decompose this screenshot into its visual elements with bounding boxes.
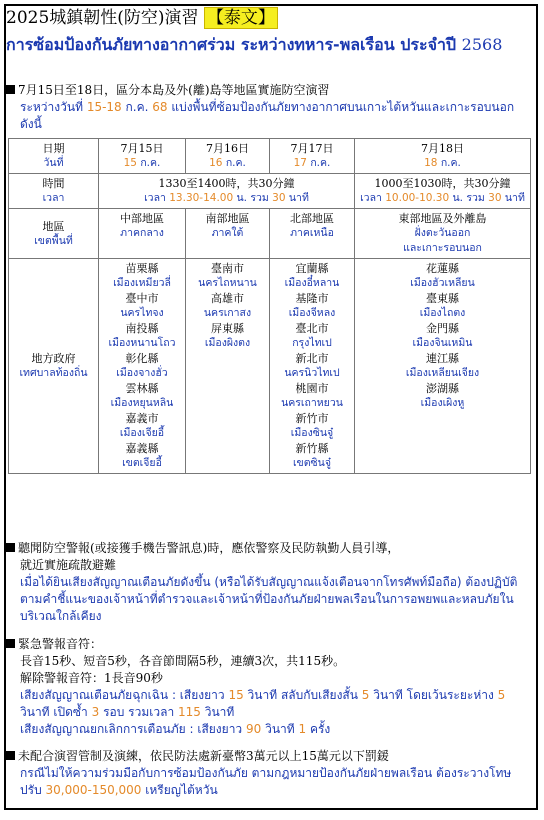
county-name: 高雄市 [211, 292, 244, 305]
penalty-chinese: 未配合演習管制及演練，依民防法處新臺幣3萬元以上15萬元以下罰鍰 [18, 749, 389, 763]
evacuation-thai: เมื่อได้ยินเสียงสัญญาณเตือนภัยดังขึ้น (หรือได้รับสัญญาณแจ้งเตือนจากโทรศัพท์มือถือ) ต้องปฏิบัติตามคำชี้แนะของเจ้าหน้าที่ตำรวจและเจ้าหน้าที่ป้องกันภัยฝ่ายพลเรือนในการอพยพและหลบภัยในบริเวณใกล้เคียง [20, 575, 518, 623]
county-name-thai: เมืองเหมียวลี่ [113, 277, 171, 289]
county-name-thai: เมืองจินเหมิน [412, 337, 473, 349]
section-alarm [6, 636, 532, 738]
date-cell: 7月16日 16 ก.ค. [186, 139, 270, 174]
counties-north-cell [270, 259, 355, 474]
bullet-square-icon [6, 543, 15, 552]
county-name: 新北市 [295, 352, 329, 365]
intro-block [6, 82, 532, 133]
county-name-thai: เมืองหนานโถว [108, 337, 176, 349]
bullet-square-icon [6, 639, 15, 648]
section-evacuation [6, 540, 532, 625]
county-name: 桃園市 [295, 382, 329, 395]
county-name: 基隆市 [295, 292, 329, 305]
county-name: 花蓮縣 [426, 262, 459, 275]
alarm-thai-release: เสียงสัญญาณยกเลิกการเตือนภัย : เสียงยาว 90 วินาที 1 ครั้ง [20, 722, 331, 736]
table-row-government [9, 259, 531, 474]
date-cell: 7月15日 15 ก.ค. [99, 139, 186, 174]
bullet-square-icon [6, 85, 15, 94]
title-year: 2568 [461, 35, 503, 54]
county-name: 臺南市 [211, 262, 244, 275]
evacuation-chinese: 聽聞防空警報(或接獲手機告警訊息)時，應依警察及民防執勤人員引導， [18, 541, 400, 555]
county-name: 新竹市 [295, 412, 329, 425]
time-label-cell: 時間 เวลา [9, 174, 99, 209]
county-name-thai: เมืองจีหลง [288, 307, 336, 319]
page-title [6, 8, 278, 28]
county-name-thai: เมืองจางฮั่ว [116, 367, 168, 379]
intro-chinese: 7月15日至18日，區分本島及外(離)島等地區實施防空演習 [18, 83, 330, 97]
date-cell: 7月17日 17 ก.ค. [270, 139, 355, 174]
county-name-thai: เมืองเหลียนเจียง [405, 367, 480, 379]
county-name-thai: กรุงไทเป [292, 337, 332, 349]
county-name-thai: เมืองซินจู๋ [290, 427, 334, 439]
county-name: 宜蘭縣 [295, 262, 329, 275]
county-name-thai: เขตเจียอี้ [122, 457, 162, 469]
title-thai: การซ้อมป้องกันภัยทางอากาศร่วม ระหว่างทหาร-พลเรือน ประจำปี [6, 35, 457, 54]
counties-east-cell [355, 259, 531, 474]
county-name: 彰化縣 [125, 352, 159, 365]
county-name-thai: นครไทจง [120, 307, 164, 319]
bullet-square-icon [6, 751, 15, 760]
county-name: 臺東縣 [426, 292, 459, 305]
county-name-thai: เมืองผิงตง [204, 337, 251, 349]
county-name: 嘉義縣 [125, 442, 159, 455]
area-cell: 東部地區及外離島 ฝั่งตะวันออก และเกาะรอบนอก [355, 209, 531, 259]
area-cell: 南部地區 ภาคใต้ [186, 209, 270, 259]
county-name-thai: เมืองไถตง [419, 307, 466, 319]
county-name-thai: เมืองหยุนหลิน [110, 397, 174, 409]
county-name-thai: นครนิวไทเป [284, 367, 340, 379]
table-row-dates [9, 139, 531, 174]
counties-central-cell [99, 259, 186, 474]
county-name: 南投縣 [125, 322, 159, 335]
area-cell: 北部地區 ภาคเหนือ [270, 209, 355, 259]
section-penalty [6, 748, 532, 799]
county-name-thai: เขตซินจู๋ [292, 457, 332, 469]
county-name-thai: เมืองอี๋หลาน [284, 277, 340, 289]
county-name: 新竹縣 [295, 442, 329, 455]
language-tag: 【泰文】 [204, 7, 278, 29]
table-row-time [9, 174, 531, 209]
county-name-thai: เมืองฮัวเหลียน [410, 277, 475, 289]
county-name-thai: เมืองเจียอี้ [119, 427, 165, 439]
county-name: 嘉義市 [125, 412, 159, 425]
county-name: 屏東縣 [211, 322, 244, 335]
gov-label-cell: 地方政府 เทศบาลท้องถิ่น [9, 259, 99, 474]
county-name-thai: นครเถาหยวน [281, 397, 343, 409]
county-name-thai: เมืองเผิงหู [420, 397, 465, 409]
county-name-thai: นครไถหนาน [198, 277, 257, 289]
penalty-thai: กรณีไม่ให้ความร่วมมือกับการซ้อมป้องกันภัย ตามกฎหมายป้องกันภัยฝ่ายพลเรือน ต้องระวางโทษปรับ 30,000-150,000 เหรียญไต้หวัน [20, 766, 512, 797]
county-name: 金門縣 [426, 322, 459, 335]
county-name: 臺中市 [125, 292, 159, 305]
alarm-release: 解除警報音符：1長音90秒 [20, 671, 163, 685]
area-label-cell: 地區 เขตพื้นที่ [9, 209, 99, 259]
evacuation-chinese-2: 就近實施疏散避難 [20, 558, 117, 572]
alarm-thai-emergency: เสียงสัญญาณเตือนภัยฉุกเฉิน : เสียงยาว 15 วินาที สลับกับเสียงสั้น 5 วินาที โดยเว้นระยะห่าง 5 วินาที เปิดซ้ำ 3 รอบ รวมเวลา 115 วินาที [20, 688, 506, 719]
page-title-thai [6, 34, 532, 56]
county-name: 澎湖縣 [426, 382, 459, 395]
county-name-thai: นครเกาสง [203, 307, 252, 319]
schedule-table [8, 138, 531, 474]
county-name: 臺北市 [295, 322, 329, 335]
county-name: 連江縣 [426, 352, 459, 365]
date-cell: 7月18日 18 ก.ค. [355, 139, 531, 174]
area-cell: 中部地區 ภาคกลาง [99, 209, 186, 259]
time-east-cell: 1000至1030時，共30分鐘 เวลา 10.00-10.30 น. รวม 30 นาที [355, 174, 531, 209]
table-row-area [9, 209, 531, 259]
title-chinese: 2025城鎮韌性(防空)演習 [6, 8, 199, 28]
county-name: 苗栗縣 [125, 262, 159, 275]
counties-south-cell [186, 259, 270, 474]
alarm-title: 緊急警報音符： [18, 637, 103, 651]
date-label-cell: 日期 วันที่ [9, 139, 99, 174]
intro-thai: ระหว่างวันที่ 15-18 ก.ค. 68 แบ่งพื้นที่ซ้อมป้องกันภัยทางอากาศบนเกาะไต้หวันและเกาะรอบนอกดังนี้ [20, 100, 515, 131]
county-name: 雲林縣 [125, 382, 159, 395]
alarm-detail: 長音15秒、短音5秒，各音節間隔5秒，連續3次，共115秒。 [20, 654, 346, 668]
time-main-cell: 1330至1400時，共30分鐘 เวลา 13.30-14.00 น. รวม 30 นาที [99, 174, 355, 209]
